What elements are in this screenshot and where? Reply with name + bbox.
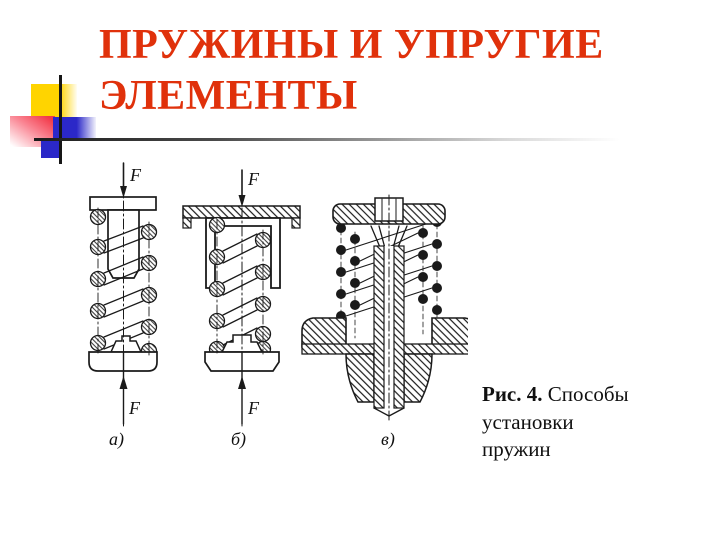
logo-blue-square-small — [41, 140, 59, 158]
diagram-a — [89, 163, 157, 450]
caption-line-1 — [482, 381, 677, 409]
force-label: F — [248, 169, 259, 189]
caption-text: Способы — [547, 382, 629, 406]
title-underline — [34, 138, 638, 141]
diagram-a-label: а) — [109, 429, 124, 449]
springs-figure — [78, 152, 468, 457]
force-label: F — [129, 398, 140, 418]
logo-yellow-square — [31, 84, 77, 117]
force-label: F — [248, 398, 259, 418]
diagram-b-label: б) — [231, 429, 247, 449]
diagram-v-label: в) — [381, 429, 395, 449]
diagram-v — [302, 195, 468, 450]
force-arrow-down-icon — [120, 163, 127, 198]
title-line-2: ЭЛЕМЕНТЫ — [99, 73, 358, 119]
force-label: F — [130, 165, 141, 185]
logo-vertical-line — [59, 75, 62, 164]
title-line-1: ПРУЖИНЫ И УПРУГИЕ — [99, 22, 604, 68]
diagram-b — [183, 169, 300, 450]
caption-figure-number: Рис. 4. — [482, 382, 543, 406]
caption-line-2: установки — [482, 409, 574, 434]
figure-caption — [482, 381, 677, 464]
slide-title — [99, 20, 669, 122]
caption-line-3: пружин — [482, 437, 551, 461]
force-arrow-down-icon — [239, 170, 246, 207]
